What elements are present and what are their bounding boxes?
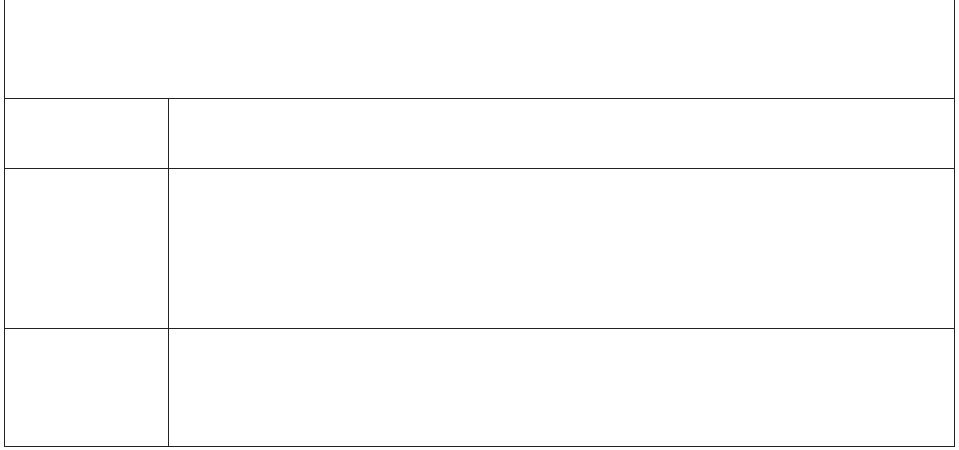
- table-border-right: [954, 0, 955, 447]
- column-divider: [168, 98, 169, 447]
- row-divider-3: [4, 328, 955, 329]
- table-border-bottom: [4, 446, 955, 447]
- row-divider-2: [4, 168, 955, 169]
- row-divider-1: [4, 98, 955, 99]
- table-border-left: [4, 0, 5, 447]
